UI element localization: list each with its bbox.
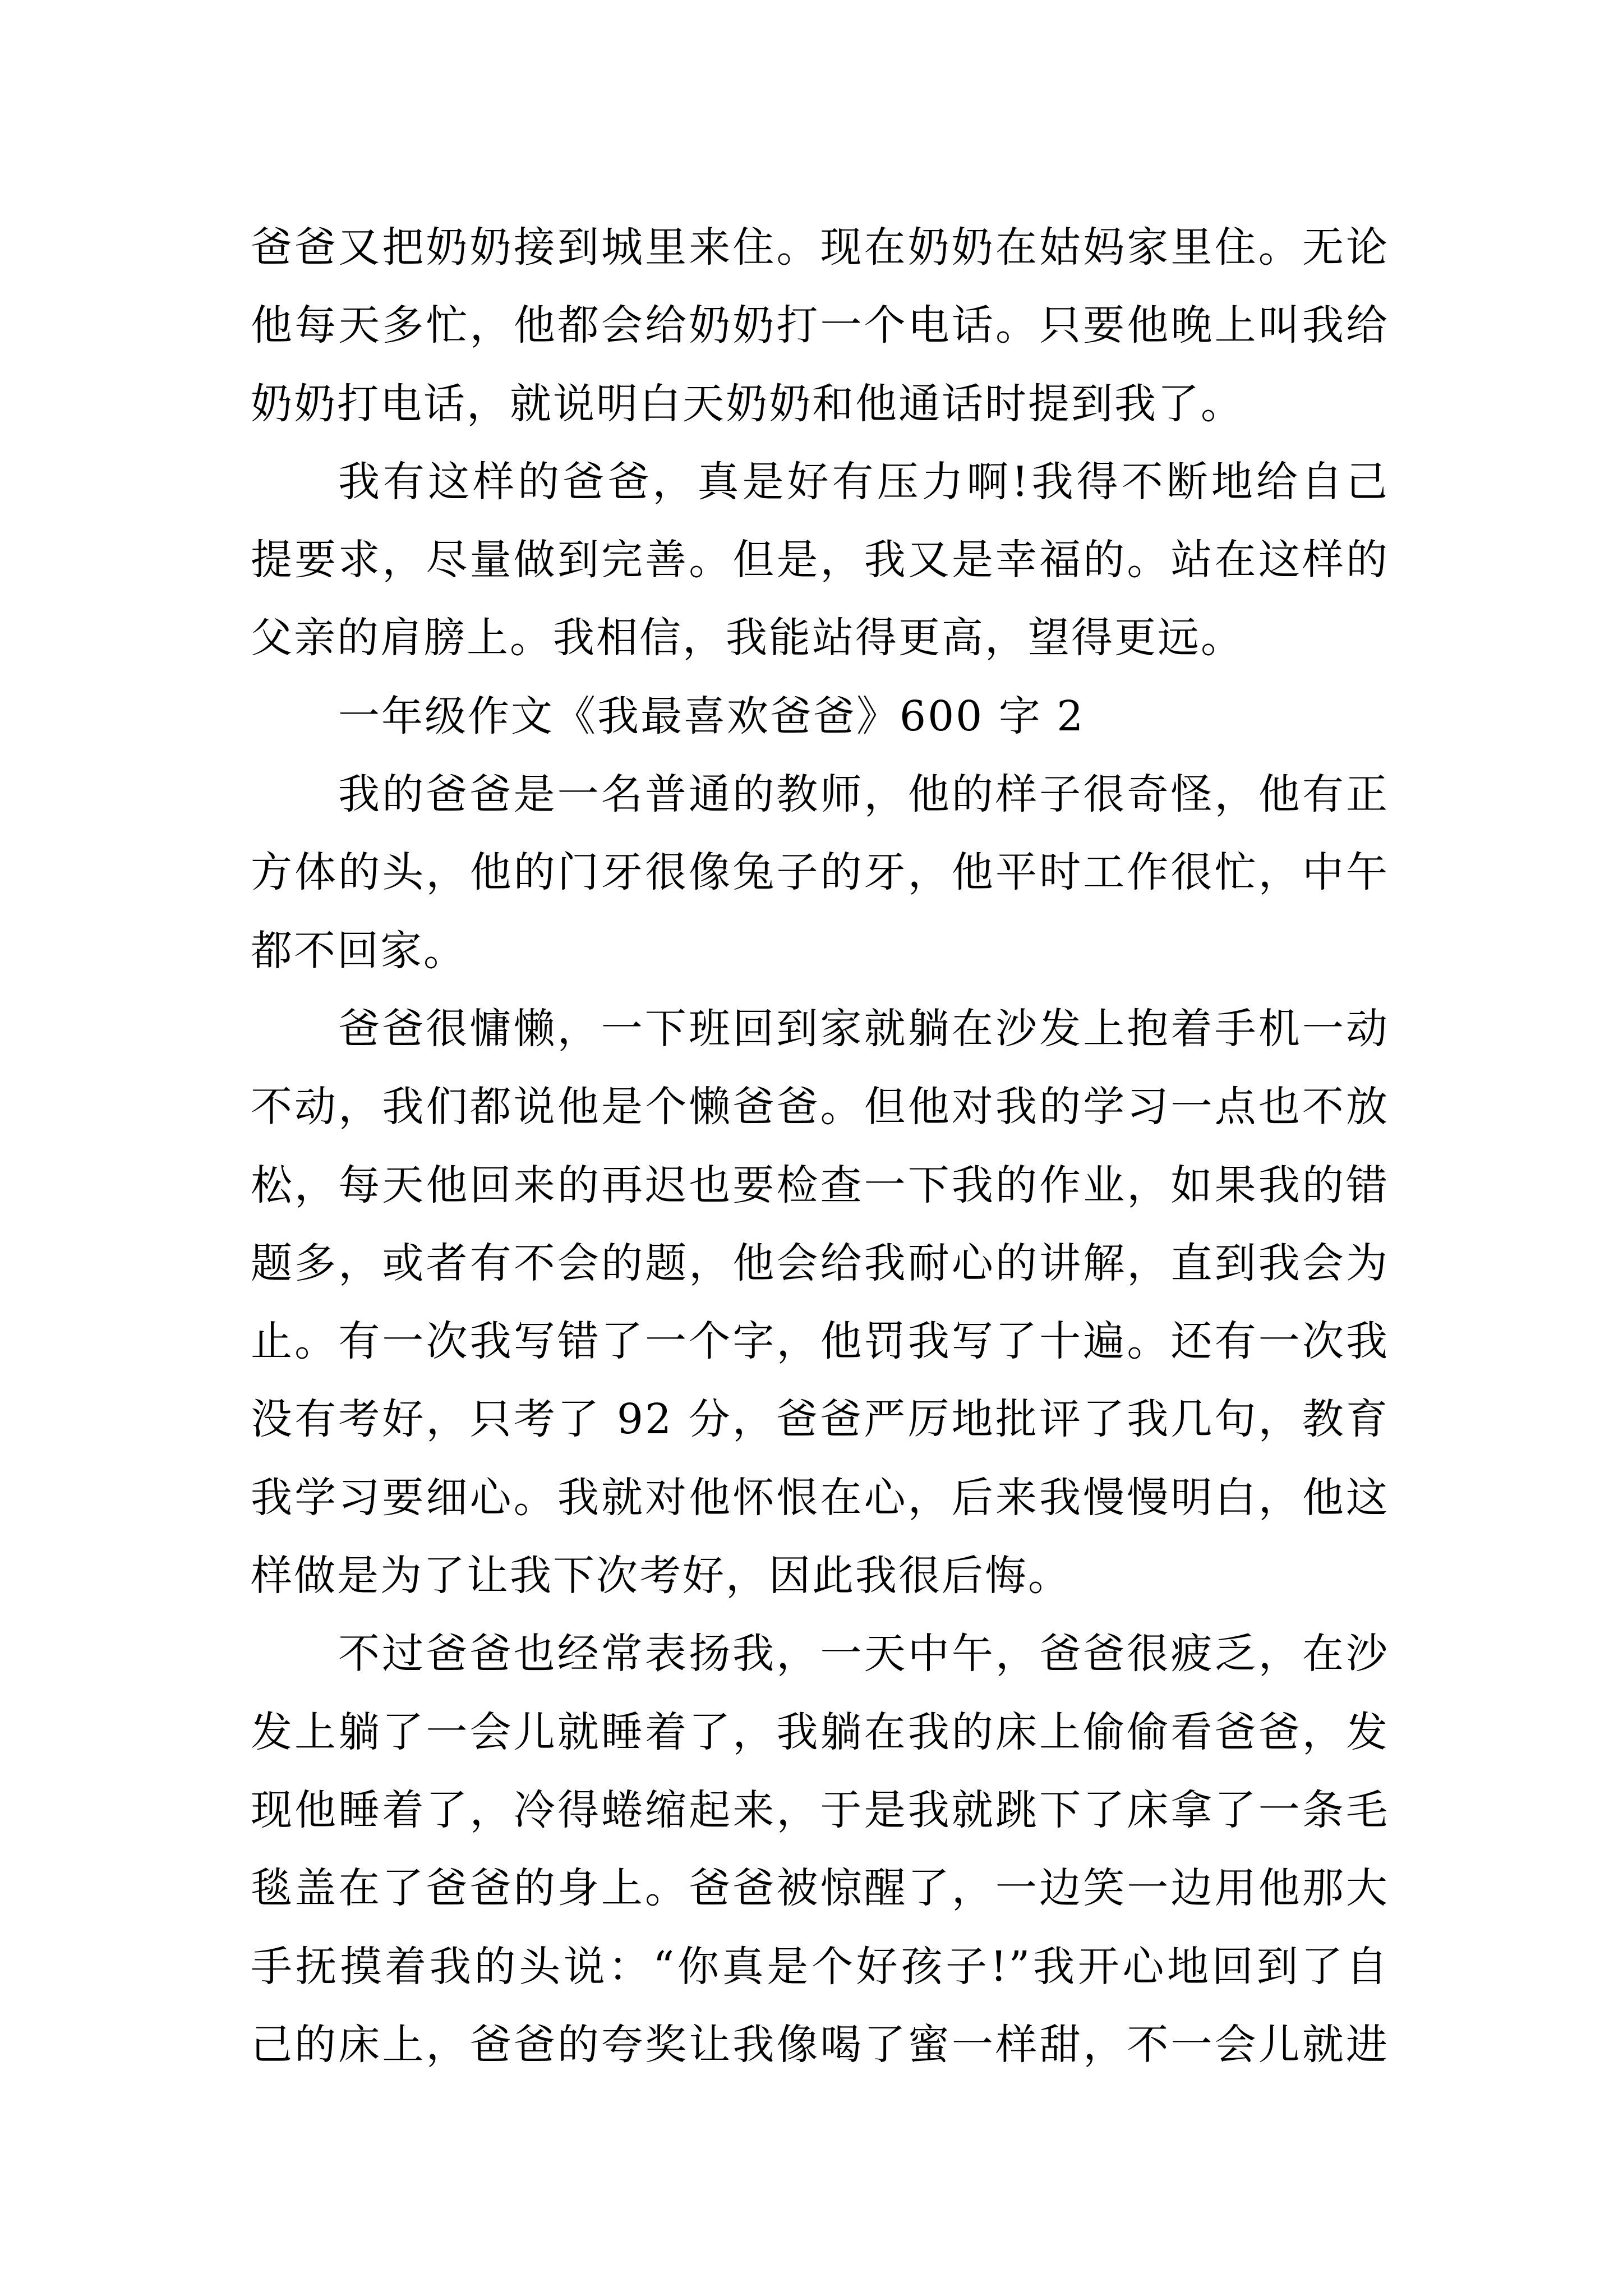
paragraph [251, 990, 1389, 1615]
text-line: 父亲的肩膀上。我相信，我能站得更高，望得更远。 [251, 614, 1244, 662]
text-line: 我的爸爸是一名普通的教师，他的样子很奇怪，他有正 [338, 770, 1389, 819]
text-line: 发上躺了一会儿就睡着了，我躺在我的床上偷偷看爸爸，发 [251, 1708, 1389, 1756]
article-title: 一年级作文《我最喜欢爸爸》600 字 2 [338, 692, 1085, 740]
text-line: 题多，或者有不会的题，他会给我耐心的讲解，直到我会为 [251, 1239, 1389, 1287]
document-body [251, 209, 1389, 2084]
text-line: 毯盖在了爸爸的身上。爸爸被惊醒了，一边笑一边用他那大 [251, 1864, 1389, 1913]
text-line: 不过爸爸也经常表扬我，一天中午，爸爸很疲乏，在沙 [338, 1630, 1389, 1678]
text-line: 奶奶打电话，就说明白天奶奶和他通话时提到我了。 [251, 379, 1244, 428]
paragraph [251, 1615, 1389, 2084]
text-line: 样做是为了让我下次考好，因此我很后悔。 [251, 1552, 1071, 1600]
text-line: 没有考好，只考了 92 分，爸爸严厉地批评了我几句，教育 [251, 1395, 1389, 1444]
paragraph [251, 756, 1389, 990]
text-line: 己的床上，爸爸的夸奖让我像喝了蜜一样甜，不一会儿就进 [251, 2020, 1389, 2069]
text-line: 方体的头，他的门牙很像兔子的牙，他平时工作很忙，中午 [251, 848, 1389, 897]
text-line: 止。有一次我写错了一个字，他罚我写了十遍。还有一次我 [251, 1317, 1389, 1366]
text-line: 我有这样的爸爸，真是好有压力啊!我得不断地给自己 [338, 457, 1389, 506]
paragraph [251, 209, 1389, 443]
text-line: 不动，我们都说他是个懒爸爸。但他对我的学习一点也不放 [251, 1083, 1389, 1131]
text-line: 他每天多忙，他都会给奶奶打一个电话。只要他晚上叫我给 [251, 301, 1389, 350]
text-line: 都不回家。 [251, 926, 467, 975]
text-line: 爸爸又把奶奶接到城里来住。现在奶奶在姑妈家里住。无论 [251, 223, 1389, 272]
text-line: 现他睡着了，冷得蜷缩起来，于是我就跳下了床拿了一条毛 [251, 1786, 1389, 1834]
text-line: 松，每天他回来的再迟也要检查一下我的作业，如果我的错 [251, 1161, 1389, 1209]
paragraph [251, 443, 1389, 678]
text-line: 我学习要细心。我就对他怀恨在心，后来我慢慢明白，他这 [251, 1473, 1389, 1522]
text-line: 手抚摸着我的头说：“你真是个好孩子!”我开心地回到了自 [251, 1942, 1389, 1991]
text-line: 爸爸很慵懒，一下班回到家就躺在沙发上抱着手机一动 [338, 1004, 1389, 1053]
article-title-block [251, 678, 1389, 756]
text-line: 提要求，尽量做到完善。但是，我又是幸福的。站在这样的 [251, 536, 1389, 585]
